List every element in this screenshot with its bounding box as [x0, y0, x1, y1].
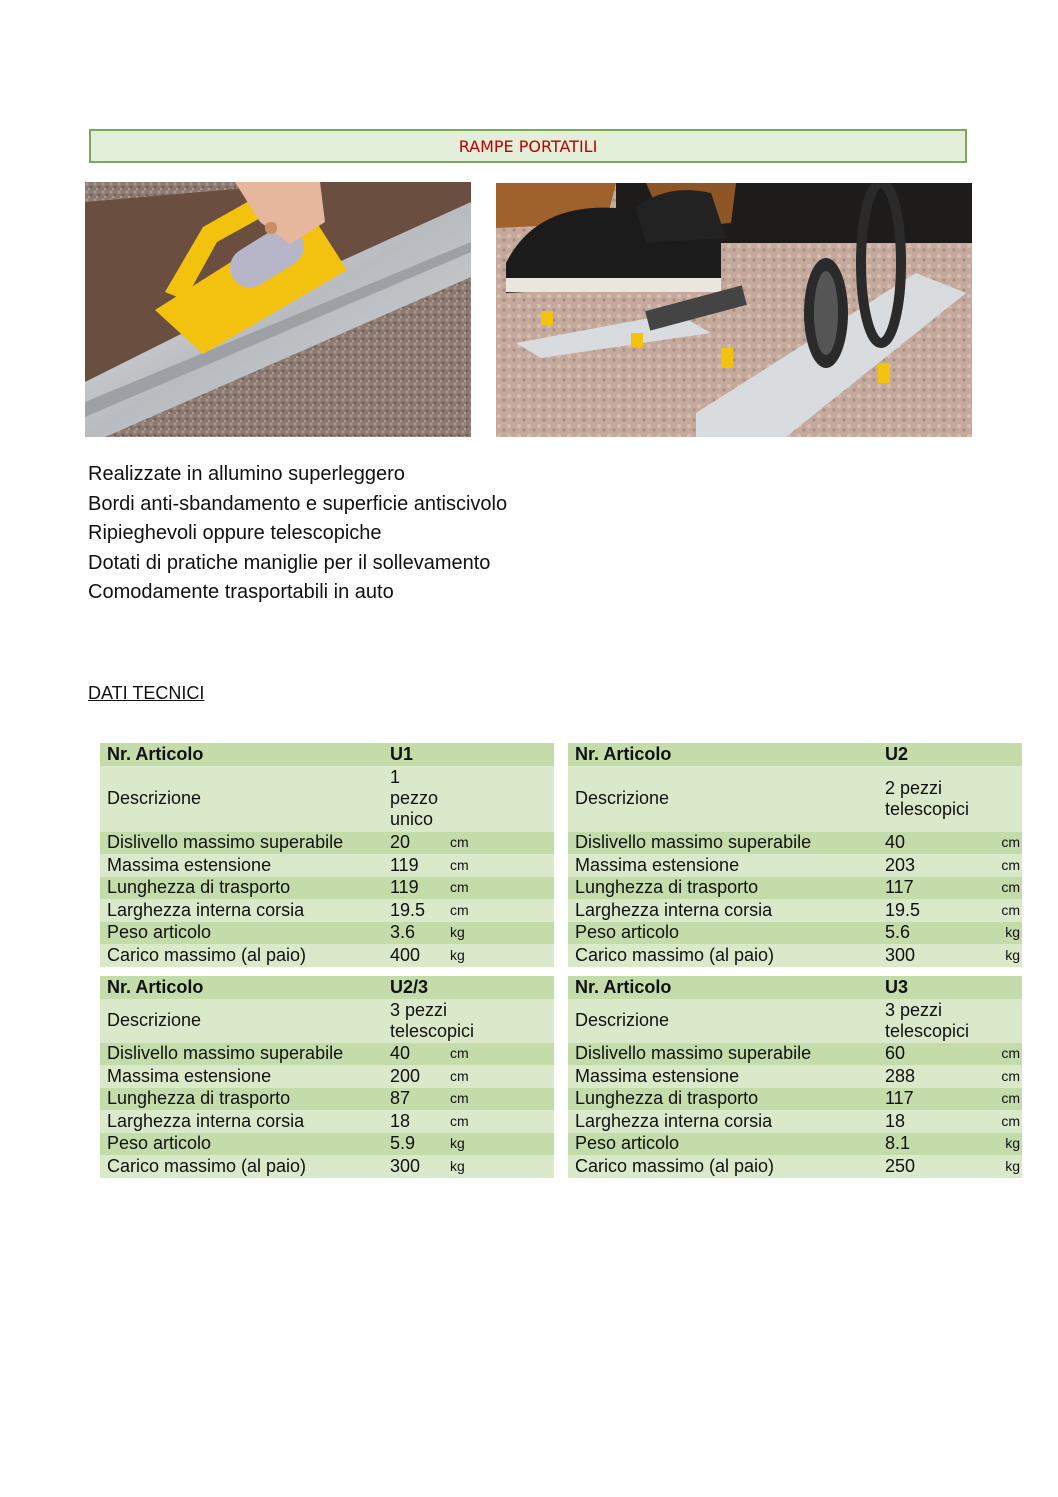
value: 18	[383, 1110, 446, 1133]
table-row	[568, 832, 1022, 855]
table-row	[100, 899, 554, 922]
label-peso: Peso articolo	[568, 922, 878, 945]
value: 40	[878, 832, 978, 855]
label-trasporto: Lunghezza di trasporto	[568, 1088, 878, 1111]
article-code: U2/3	[383, 976, 554, 999]
unit: cm	[446, 1110, 554, 1133]
unit: cm	[446, 854, 554, 877]
unit: kg	[446, 1133, 554, 1156]
value: 18	[878, 1110, 978, 1133]
label-carico: Carico massimo (al paio)	[100, 1155, 383, 1178]
table-row	[100, 1133, 554, 1156]
unit: cm	[978, 1065, 1022, 1088]
table-row	[568, 1110, 1022, 1133]
table-row	[568, 944, 1022, 967]
unit: cm	[978, 854, 1022, 877]
table-row	[568, 1155, 1022, 1178]
label-carico: Carico massimo (al paio)	[568, 944, 878, 967]
table-row	[100, 922, 554, 945]
value: 119	[383, 877, 446, 900]
table-row	[100, 1155, 554, 1178]
unit: cm	[978, 877, 1022, 900]
label-descrizione: Descrizione	[100, 999, 383, 1043]
label-trasporto: Lunghezza di trasporto	[100, 1088, 383, 1111]
description-value	[878, 999, 1022, 1043]
unit: cm	[446, 1088, 554, 1111]
table-row	[100, 743, 554, 766]
label-articolo: Nr. Articolo	[100, 743, 383, 766]
feature-item: Realizzate in allumino superleggero	[88, 463, 405, 485]
label-larghezza: Larghezza interna corsia	[568, 899, 878, 922]
table-row	[100, 1088, 554, 1111]
label-articolo: Nr. Articolo	[568, 976, 878, 999]
description-line: pezzo	[390, 788, 439, 808]
value: 20	[383, 832, 446, 855]
table-row	[568, 1065, 1022, 1088]
label-dislivello: Dislivello massimo superabile	[100, 1043, 383, 1066]
value: 300	[383, 1155, 446, 1178]
label-carico: Carico massimo (al paio)	[100, 944, 383, 967]
table-row	[568, 766, 1022, 832]
unit: kg	[978, 1155, 1022, 1178]
value: 19.5	[878, 899, 978, 922]
value: 87	[383, 1088, 446, 1111]
ramp-handle-photo	[85, 182, 471, 437]
value: 60	[878, 1043, 978, 1066]
unit: cm	[978, 1110, 1022, 1133]
value: 300	[878, 944, 978, 967]
page-title: RAMPE PORTATILI	[89, 129, 967, 163]
value: 250	[878, 1155, 978, 1178]
value: 203	[878, 854, 978, 877]
wheelchair-ramp-photo	[496, 183, 972, 437]
description-line: unico	[390, 809, 434, 829]
table-row	[568, 1043, 1022, 1066]
label-larghezza: Larghezza interna corsia	[100, 1110, 383, 1133]
table-row	[568, 877, 1022, 900]
value: 400	[383, 944, 446, 967]
feature-list	[88, 460, 507, 608]
unit: kg	[446, 1155, 554, 1178]
description-value	[383, 766, 554, 832]
unit: cm	[978, 832, 1022, 855]
label-estensione: Massima estensione	[100, 1065, 383, 1088]
table-row	[100, 1110, 554, 1133]
description-line: 3 pezzi	[885, 999, 943, 1020]
label-descrizione: Descrizione	[568, 766, 878, 832]
label-peso: Peso articolo	[568, 1133, 878, 1156]
table-row	[568, 922, 1022, 945]
unit: cm	[978, 1088, 1022, 1111]
label-articolo: Nr. Articolo	[568, 743, 878, 766]
unit: kg	[446, 944, 554, 967]
article-code: U1	[383, 743, 554, 766]
table-row	[100, 976, 554, 999]
unit: cm	[978, 899, 1022, 922]
table-row	[568, 1088, 1022, 1111]
table-row	[100, 877, 554, 900]
value: 5.6	[878, 922, 978, 945]
feature-item: Bordi anti-sbandamento e superficie antiscivolo	[88, 492, 508, 515]
description-value	[878, 766, 1022, 832]
unit: cm	[446, 1043, 554, 1066]
table-row	[100, 999, 554, 1043]
unit: kg	[978, 1133, 1022, 1156]
value: 200	[383, 1065, 446, 1088]
label-dislivello: Dislivello massimo superabile	[100, 832, 383, 855]
unit: cm	[446, 832, 554, 855]
description-line: 2 pezzi	[885, 777, 943, 798]
label-peso: Peso articolo	[100, 922, 383, 945]
table-row	[100, 1065, 554, 1088]
label-dislivello: Dislivello massimo superabile	[568, 1043, 878, 1066]
label-articolo: Nr. Articolo	[100, 976, 383, 999]
table-row	[100, 832, 554, 855]
label-larghezza: Larghezza interna corsia	[100, 899, 383, 922]
feature-item: Dotati di pratiche maniglie per il sollevamento	[88, 551, 491, 574]
table-row	[100, 766, 554, 832]
description-line: 3 pezzi	[390, 999, 448, 1020]
value: 3.6	[383, 922, 446, 945]
label-larghezza: Larghezza interna corsia	[568, 1110, 878, 1133]
label-descrizione: Descrizione	[568, 999, 878, 1043]
table-row	[568, 1133, 1022, 1156]
label-carico: Carico massimo (al paio)	[568, 1155, 878, 1178]
table-row	[568, 976, 1022, 999]
value: 117	[878, 877, 978, 900]
unit: cm	[978, 1043, 1022, 1066]
unit: kg	[978, 944, 1022, 967]
section-title: DATI TECNICI	[88, 683, 205, 703]
unit: cm	[446, 877, 554, 900]
value: 40	[383, 1043, 446, 1066]
spec-table-u2	[568, 743, 1022, 967]
spec-table-u1	[100, 743, 554, 967]
label-trasporto: Lunghezza di trasporto	[568, 877, 878, 900]
spec-table-u3	[568, 976, 1022, 1178]
feature-item: Comodamente trasportabili in auto	[88, 581, 394, 603]
description-line: 1	[390, 767, 401, 787]
article-code: U3	[878, 976, 1022, 999]
unit: cm	[446, 899, 554, 922]
label-estensione: Massima estensione	[568, 854, 878, 877]
value: 119	[383, 854, 446, 877]
table-row	[100, 854, 554, 877]
article-code: U2	[878, 743, 1022, 766]
unit: kg	[446, 922, 554, 945]
table-row	[100, 1043, 554, 1066]
value: 288	[878, 1065, 978, 1088]
label-peso: Peso articolo	[100, 1133, 383, 1156]
table-row	[568, 854, 1022, 877]
label-estensione: Massima estensione	[568, 1065, 878, 1088]
description-line: telescopici	[885, 1020, 970, 1041]
description-line: telescopici	[885, 798, 970, 819]
feature-item: Ripieghevoli oppure telescopiche	[88, 522, 382, 544]
label-estensione: Massima estensione	[100, 854, 383, 877]
description-line: telescopici	[390, 1020, 475, 1041]
description-value	[383, 999, 554, 1043]
value: 19.5	[383, 899, 446, 922]
table-row	[568, 999, 1022, 1043]
value: 8.1	[878, 1133, 978, 1156]
table-row	[568, 899, 1022, 922]
table-row	[568, 743, 1022, 766]
value: 117	[878, 1088, 978, 1111]
table-row	[100, 944, 554, 967]
label-dislivello: Dislivello massimo superabile	[568, 832, 878, 855]
unit: kg	[978, 922, 1022, 945]
unit: cm	[446, 1065, 554, 1088]
spec-table-u2-3	[100, 976, 554, 1178]
value: 5.9	[383, 1133, 446, 1156]
label-descrizione: Descrizione	[100, 766, 383, 832]
label-trasporto: Lunghezza di trasporto	[100, 877, 383, 900]
